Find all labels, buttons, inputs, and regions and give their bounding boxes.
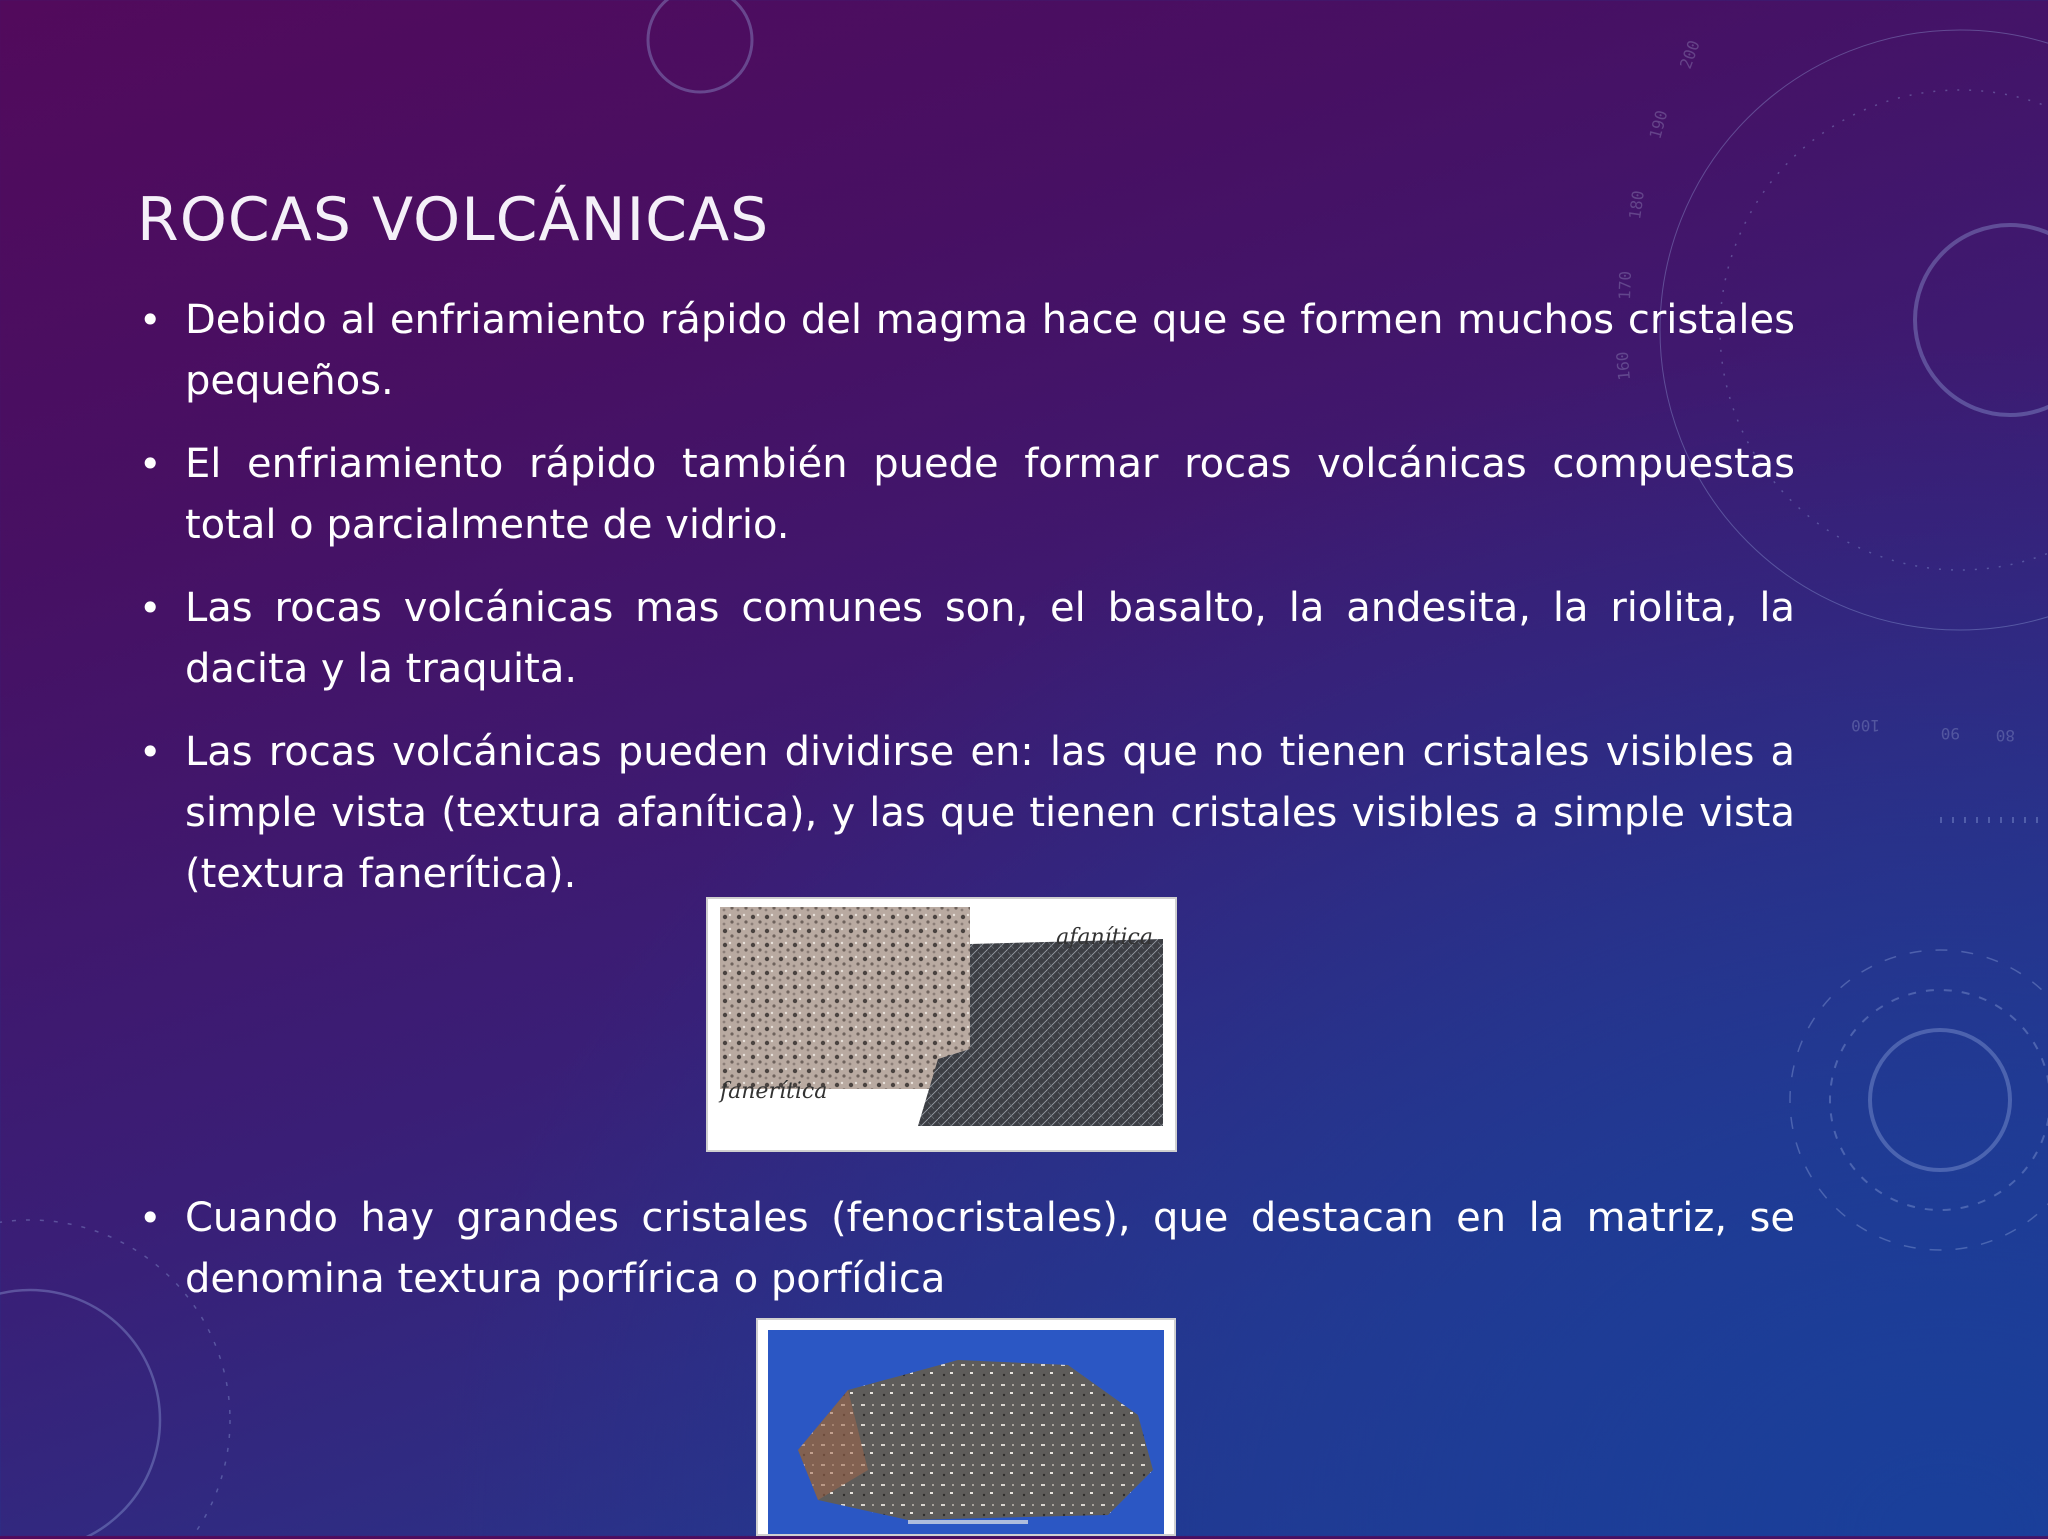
bullet-marker: • [139, 730, 162, 774]
bullet-list-2 [137, 1188, 1795, 1332]
svg-text:170: 170 [1615, 270, 1636, 301]
bullet-text: El enfriamiento rápido también puede formar rocas volcánicas compuestas total o parcialmente de vidrio. [185, 441, 1795, 548]
bullet-marker: • [139, 442, 162, 486]
bullet-item [137, 1188, 1795, 1310]
svg-text:100: 100 [1851, 716, 1880, 735]
texture-comparison-image [706, 897, 1177, 1152]
svg-text:180: 180 [1625, 189, 1648, 221]
porphyritic-rock-image [756, 1318, 1176, 1536]
bullet-item [137, 722, 1795, 905]
bullet-item [137, 434, 1795, 556]
bullet-text: Debido al enfriamiento rápido del magma hace que se formen muchos cristales pequeños. [185, 297, 1795, 404]
bullet-text: Las rocas volcánicas pueden dividirse en: las que no tienen cristales visibles a simple vista (textura afanítica), y las que tienen cristales visibles a simple vista (textura fanerítica). [185, 729, 1795, 897]
svg-text:160: 160 [1612, 350, 1634, 382]
bullet-text: Las rocas volcánicas mas comunes son, el basalto, la andesita, la riolita, la dacita y la traquita. [185, 585, 1795, 692]
svg-text:200: 200 [1675, 37, 1704, 72]
bullet-marker: • [139, 298, 162, 342]
porphyritic-rock-photo [758, 1320, 1174, 1534]
bullet-item [137, 578, 1795, 700]
bullet-text: Cuando hay grandes cristales (fenocristales), que destacan en la matriz, se denomina textura porfírica o porfídica [185, 1195, 1795, 1302]
label-faneritica: fanerítica [720, 1079, 828, 1104]
bullet-item [137, 290, 1795, 412]
bullet-marker: • [139, 586, 162, 630]
svg-text:90: 90 [1940, 724, 1960, 743]
bullet-list [137, 290, 1795, 927]
bullet-marker: • [139, 1196, 162, 1240]
slide-title: ROCAS VOLCÁNICAS [137, 185, 770, 255]
label-afanitica: afanítica [1056, 925, 1153, 950]
svg-text:190: 190 [1645, 108, 1672, 142]
svg-text:80: 80 [1995, 726, 2015, 745]
